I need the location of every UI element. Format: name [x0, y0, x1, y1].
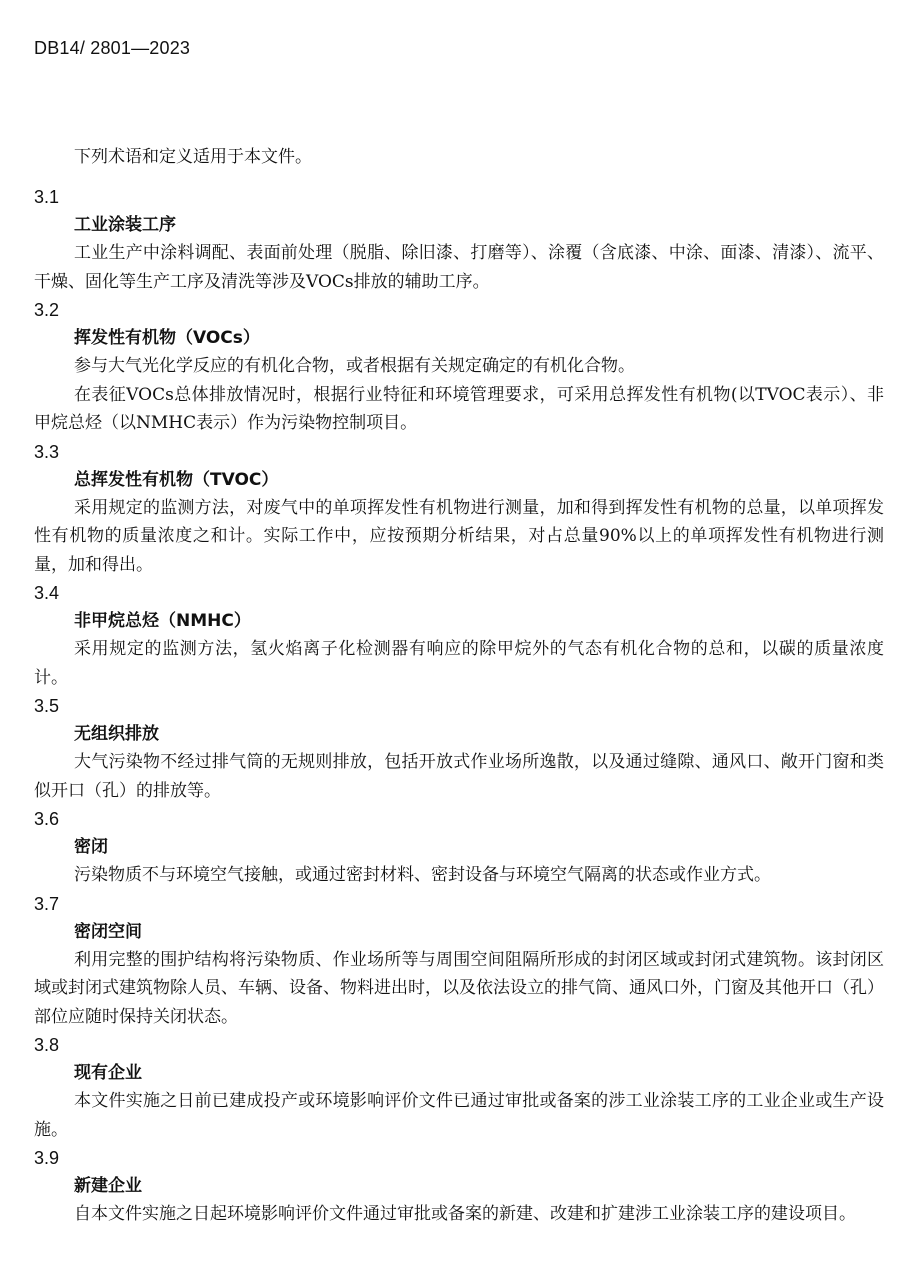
term-number: 3.8: [34, 1035, 60, 1055]
term-definition: 本文件实施之日前已建成投产或环境影响评价文件已通过审批或备案的涉工业涂装工序的工业企业或生产设施。: [34, 1091, 884, 1140]
term-section: [34, 692, 884, 805]
term-title: 非甲烷总烃（NMHC）: [74, 611, 251, 631]
term-definition: 参与大气光化学反应的有机化合物，或者根据有关规定确定的有机化合物。: [74, 356, 635, 376]
term-number: 3.5: [34, 696, 60, 716]
term-number: 3.4: [34, 583, 60, 603]
term-section: [34, 183, 884, 296]
term-section: [34, 805, 884, 890]
term-number: 3.7: [34, 893, 60, 914]
term-title: 挥发性有机物（VOCs）: [74, 328, 260, 348]
term-section: [34, 1144, 884, 1229]
term-title: 新建企业: [74, 1176, 142, 1196]
term-definition: 大气污染物不经过排气筒的无规则排放，包括开放式作业场所逸散，以及通过缝隙、通风口、敞开门窗和类似开口（孔）的排放等。: [34, 752, 884, 801]
term-definition: 自本文件实施之日起环境影响评价文件通过审批或备案的新建、改建和扩建涉工业涂装工序的建设项目。: [74, 1204, 856, 1224]
term-definition: 在表征VOCs总体排放情况时，根据行业特征和环境管理要求，可采用总挥发性有机物(以TVOC表示）、非甲烷总烃（以NMHC表示）作为污染物控制项目。: [34, 384, 884, 433]
term-title: 密闭空间: [74, 921, 142, 942]
term-definition: 工业生产中涂料调配、表面前处理（脱脂、除旧漆、打磨等）、涂覆（含底漆、中涂、面漆、清漆）、流平、干燥、固化等生产工序及清洗等涉及VOCs排放的辅助工序。: [34, 243, 884, 292]
term-number: 3.2: [34, 300, 60, 320]
term-section: [34, 890, 884, 1032]
term-section: [34, 579, 884, 692]
term-section: [34, 1031, 884, 1144]
term-title: 现有企业: [74, 1063, 142, 1083]
term-section: [34, 296, 884, 438]
term-number: 3.1: [34, 187, 60, 207]
term-title: 工业涂装工序: [74, 215, 176, 235]
term-title: 密闭: [74, 837, 108, 857]
term-title: 总挥发性有机物（TVOC）: [74, 469, 279, 490]
document-code: DB14/ 2801—2023: [34, 38, 191, 58]
term-definition: 污染物质不与环境空气接触，或通过密封材料、密封设备与环境空气隔离的状态或作业方式。: [74, 865, 771, 885]
term-number: 3.3: [34, 441, 60, 462]
term-number: 3.9: [34, 1148, 60, 1168]
term-definition: 采用规定的监测方法，氢火焰离子化检测器有响应的除甲烷外的气态有机化合物的总和，以碳的质量浓度计。: [34, 639, 884, 688]
term-title: 无组织排放: [74, 724, 159, 744]
term-definition: 采用规定的监测方法，对废气中的单项挥发性有机物进行测量，加和得到挥发性有机物的总量，以单项挥发性有机物的质量浓度之和计。实际工作中，应按预期分析结果，对占总量90%以上的单项挥发性有机物进行测量，加和得出。: [34, 497, 884, 575]
terms-list: [34, 183, 884, 1229]
term-number: 3.6: [34, 809, 60, 829]
intro-text: 下列术语和定义适用于本文件。: [74, 147, 312, 167]
term-section: [34, 438, 884, 580]
term-definition: 利用完整的围护结构将污染物质、作业场所等与周围空间阻隔所形成的封闭区域或封闭式建筑物。该封闭区域或封闭式建筑物除人员、车辆、设备、物料进出时，以及依法设立的排气筒、通风口外，门窗及其他开口（孔）部位应随时保持关闭状态。: [34, 949, 884, 1027]
